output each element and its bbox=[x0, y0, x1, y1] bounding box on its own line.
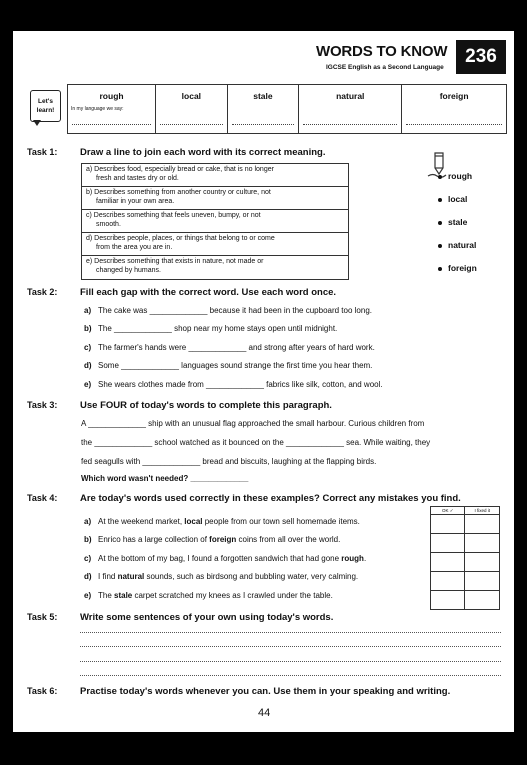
task-2-instruction: Fill each gap with the correct word. Use each word once. bbox=[80, 287, 337, 298]
writing-line[interactable] bbox=[80, 661, 501, 662]
check-table bbox=[430, 506, 500, 610]
bullet-icon bbox=[438, 267, 442, 271]
match-word[interactable]: local bbox=[438, 194, 467, 204]
vocab-cell bbox=[227, 85, 299, 134]
unused-word-question[interactable]: Which word wasn't needed? _____________ bbox=[81, 474, 249, 483]
writing-line[interactable] bbox=[80, 646, 501, 647]
ok-checkbox[interactable] bbox=[431, 553, 465, 572]
vocab-word: local bbox=[181, 91, 202, 101]
translation-line[interactable] bbox=[406, 124, 502, 125]
lesson-number-badge: 236 bbox=[456, 40, 506, 74]
definition-row[interactable]: d) Describes people, places, or things that belong to or come from the area you are in. bbox=[82, 233, 348, 256]
gap-fill-item[interactable]: d) Some _____________ languages sound strange the first time you hear them. bbox=[84, 361, 373, 370]
bubble-line-1: Let's bbox=[38, 98, 53, 105]
task-1-label: Task 1: bbox=[27, 147, 58, 157]
speech-bubble-tail-icon bbox=[33, 120, 41, 126]
definition-row[interactable]: a) Describes food, especially bread or cake, that is no longer fresh and tastes dry or old. bbox=[82, 164, 348, 187]
gap-fill-item[interactable]: e) She wears clothes made from _____________ fabrics like silk, cotton, and wool. bbox=[84, 380, 383, 389]
translation-line[interactable] bbox=[303, 124, 397, 125]
ok-checkbox[interactable] bbox=[431, 572, 465, 591]
writing-line[interactable] bbox=[80, 632, 501, 633]
example-sentence[interactable]: a) At the weekend market, local people from our town sell homemade items. bbox=[84, 517, 360, 526]
col-header-fixed: I fixed it bbox=[465, 507, 500, 515]
fixed-checkbox[interactable] bbox=[465, 515, 500, 534]
match-word[interactable]: foreign bbox=[438, 263, 477, 273]
vocab-word: rough bbox=[99, 91, 124, 101]
example-sentence[interactable]: c) At the bottom of my bag, I found a forgotten sandwich that had gone rough. bbox=[84, 554, 367, 563]
task-5-instruction: Write some sentences of your own using today's words. bbox=[80, 612, 334, 623]
task-5-label: Task 5: bbox=[27, 612, 58, 622]
definition-row[interactable]: b) Describes something from another country or culture, not familiar in your own area. bbox=[82, 187, 348, 210]
paragraph-line[interactable]: A _____________ ship with an unusual flag approached the small harbour. Curious children from bbox=[81, 419, 425, 428]
ok-checkbox[interactable] bbox=[431, 591, 465, 610]
bullet-icon bbox=[438, 244, 442, 248]
gap-fill-item[interactable]: c) The farmer's hands were _____________ and strong after years of hard work. bbox=[84, 343, 375, 352]
page-title: WORDS TO KNOW bbox=[316, 43, 448, 60]
col-header-ok: OK ✓ bbox=[431, 507, 465, 515]
task-4-instruction: Are today's words used correctly in these examples? Correct any mistakes you find. bbox=[80, 493, 461, 504]
gap-fill-item[interactable]: b) The _____________ shop near my home stays open until midnight. bbox=[84, 324, 338, 333]
task-6-instruction: Practise today's words whenever you can. Use them in your speaking and writing. bbox=[80, 686, 451, 697]
fixed-checkbox[interactable] bbox=[465, 534, 500, 553]
bubble-line-2: learn! bbox=[36, 107, 55, 114]
bullet-icon bbox=[438, 221, 442, 225]
worksheet-page bbox=[13, 31, 514, 732]
paragraph-line[interactable]: the _____________ school watched as it bounced on the _____________ sea. While waiting, they bbox=[81, 438, 431, 447]
fixed-checkbox[interactable] bbox=[465, 553, 500, 572]
vocab-cell bbox=[68, 85, 156, 134]
ok-checkbox[interactable] bbox=[431, 534, 465, 553]
example-sentence[interactable]: b) Enrico has a large collection of foreign coins from all over the world. bbox=[84, 535, 341, 544]
vocab-cell bbox=[299, 85, 402, 134]
vocab-cell bbox=[156, 85, 228, 134]
vocab-cell bbox=[402, 85, 507, 134]
gap-fill-item[interactable]: a) The cake was _____________ because it had been in the cupboard too long. bbox=[84, 306, 372, 315]
paragraph-line[interactable]: fed seagulls with _____________ bread and biscuits, laughing at the flapping birds. bbox=[81, 457, 377, 466]
task-2-label: Task 2: bbox=[27, 287, 58, 297]
translation-line[interactable] bbox=[72, 124, 151, 125]
translation-line[interactable] bbox=[160, 124, 223, 125]
page-subtitle: IGCSE English as a Second Language bbox=[326, 64, 444, 71]
vocab-word: natural bbox=[336, 91, 365, 101]
vocab-prompt: In my language we say: bbox=[71, 106, 124, 112]
bullet-icon bbox=[438, 175, 442, 179]
page-number: 44 bbox=[258, 707, 271, 719]
match-word[interactable]: natural bbox=[438, 240, 476, 250]
lets-learn-bubble bbox=[30, 90, 61, 122]
example-sentence[interactable]: e) The stale carpet scratched my knees as I crawled under the table. bbox=[84, 591, 333, 600]
task-6-label: Task 6: bbox=[27, 686, 58, 696]
task-4-label: Task 4: bbox=[27, 493, 58, 503]
example-sentence[interactable]: d) I find natural sounds, such as birdsong and bubbling water, very calming. bbox=[84, 572, 359, 581]
definitions-table bbox=[81, 163, 349, 280]
task-3-instruction: Use FOUR of today's words to complete this paragraph. bbox=[80, 400, 332, 411]
bullet-icon bbox=[438, 198, 442, 202]
match-word[interactable]: stale bbox=[438, 217, 467, 227]
task-1-instruction: Draw a line to join each word with its correct meaning. bbox=[80, 147, 326, 158]
definition-row[interactable]: e) Describes something that exists in nature, not made or changed by humans. bbox=[86, 258, 264, 274]
match-word[interactable]: rough bbox=[438, 171, 472, 181]
vocab-word: foreign bbox=[439, 91, 469, 101]
vocabulary-table bbox=[67, 84, 507, 134]
fixed-checkbox[interactable] bbox=[465, 572, 500, 591]
vocab-word: stale bbox=[253, 91, 273, 101]
writing-line[interactable] bbox=[80, 675, 501, 676]
task-3-label: Task 3: bbox=[27, 400, 58, 410]
definition-row[interactable]: c) Describes something that feels uneven, bumpy, or not smooth. bbox=[82, 210, 348, 233]
translation-line[interactable] bbox=[232, 124, 295, 125]
fixed-checkbox[interactable] bbox=[465, 591, 500, 610]
ok-checkbox[interactable] bbox=[431, 515, 465, 534]
